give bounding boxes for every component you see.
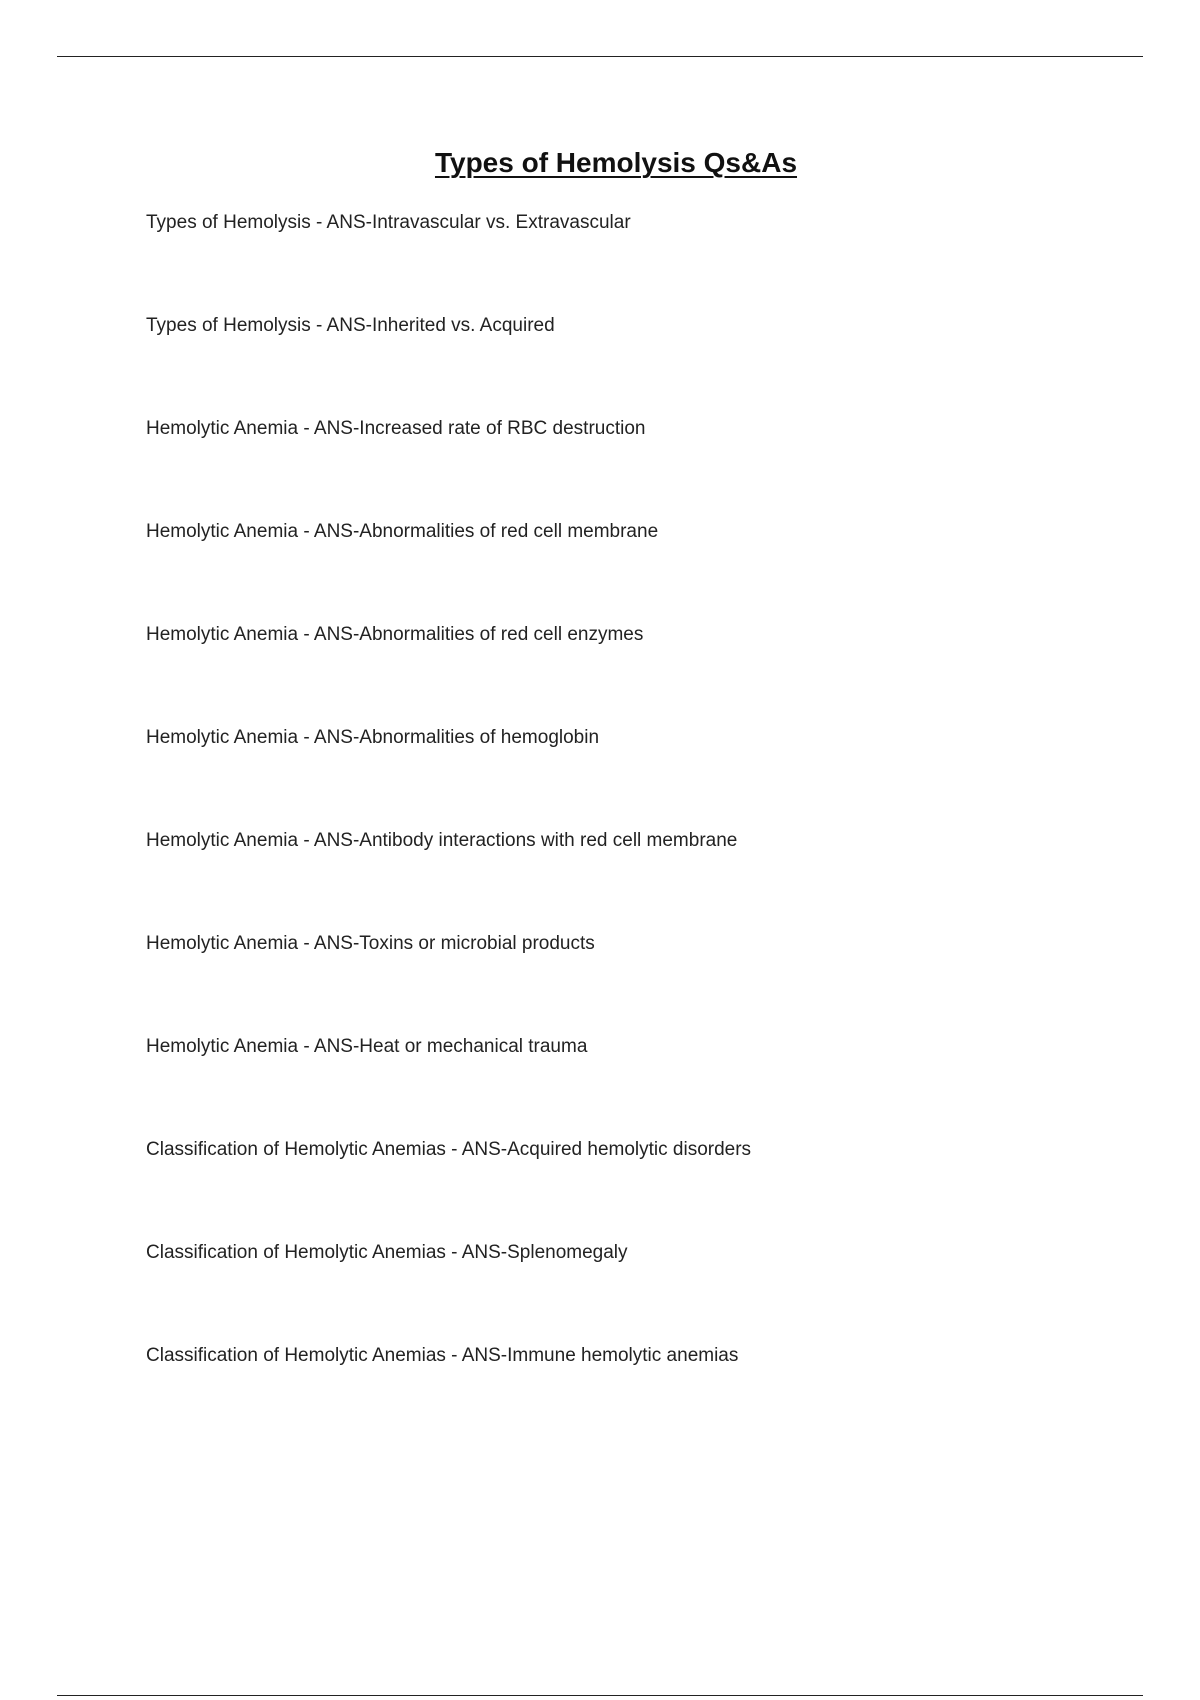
qa-item: Hemolytic Anemia - ANS-Abnormalities of hemoglobin	[146, 727, 600, 748]
qa-item: Hemolytic Anemia - ANS-Abnormalities of red cell enzymes	[146, 624, 644, 645]
qa-item: Types of Hemolysis - ANS-Inherited vs. Acquired	[146, 315, 555, 336]
qa-list	[146, 210, 751, 1446]
bottom-rule	[57, 1695, 1143, 1696]
qa-item: Classification of Hemolytic Anemias - ANS-Immune hemolytic anemias	[146, 1345, 739, 1366]
qa-item: Hemolytic Anemia - ANS-Toxins or microbial products	[146, 933, 595, 954]
qa-item: Hemolytic Anemia - ANS-Antibody interactions with red cell membrane	[146, 830, 738, 851]
qa-item: Types of Hemolysis - ANS-Intravascular vs. Extravascular	[146, 212, 631, 233]
qa-item: Classification of Hemolytic Anemias - ANS-Splenomegaly	[146, 1242, 628, 1263]
page-title: Types of Hemolysis Qs&As	[434, 147, 798, 178]
qa-item: Hemolytic Anemia - ANS-Increased rate of RBC destruction	[146, 418, 646, 439]
qa-item: Classification of Hemolytic Anemias - ANS-Acquired hemolytic disorders	[146, 1139, 752, 1160]
top-rule	[57, 56, 1143, 57]
qa-item: Hemolytic Anemia - ANS-Abnormalities of red cell membrane	[146, 521, 659, 542]
qa-item: Hemolytic Anemia - ANS-Heat or mechanical trauma	[146, 1036, 588, 1057]
